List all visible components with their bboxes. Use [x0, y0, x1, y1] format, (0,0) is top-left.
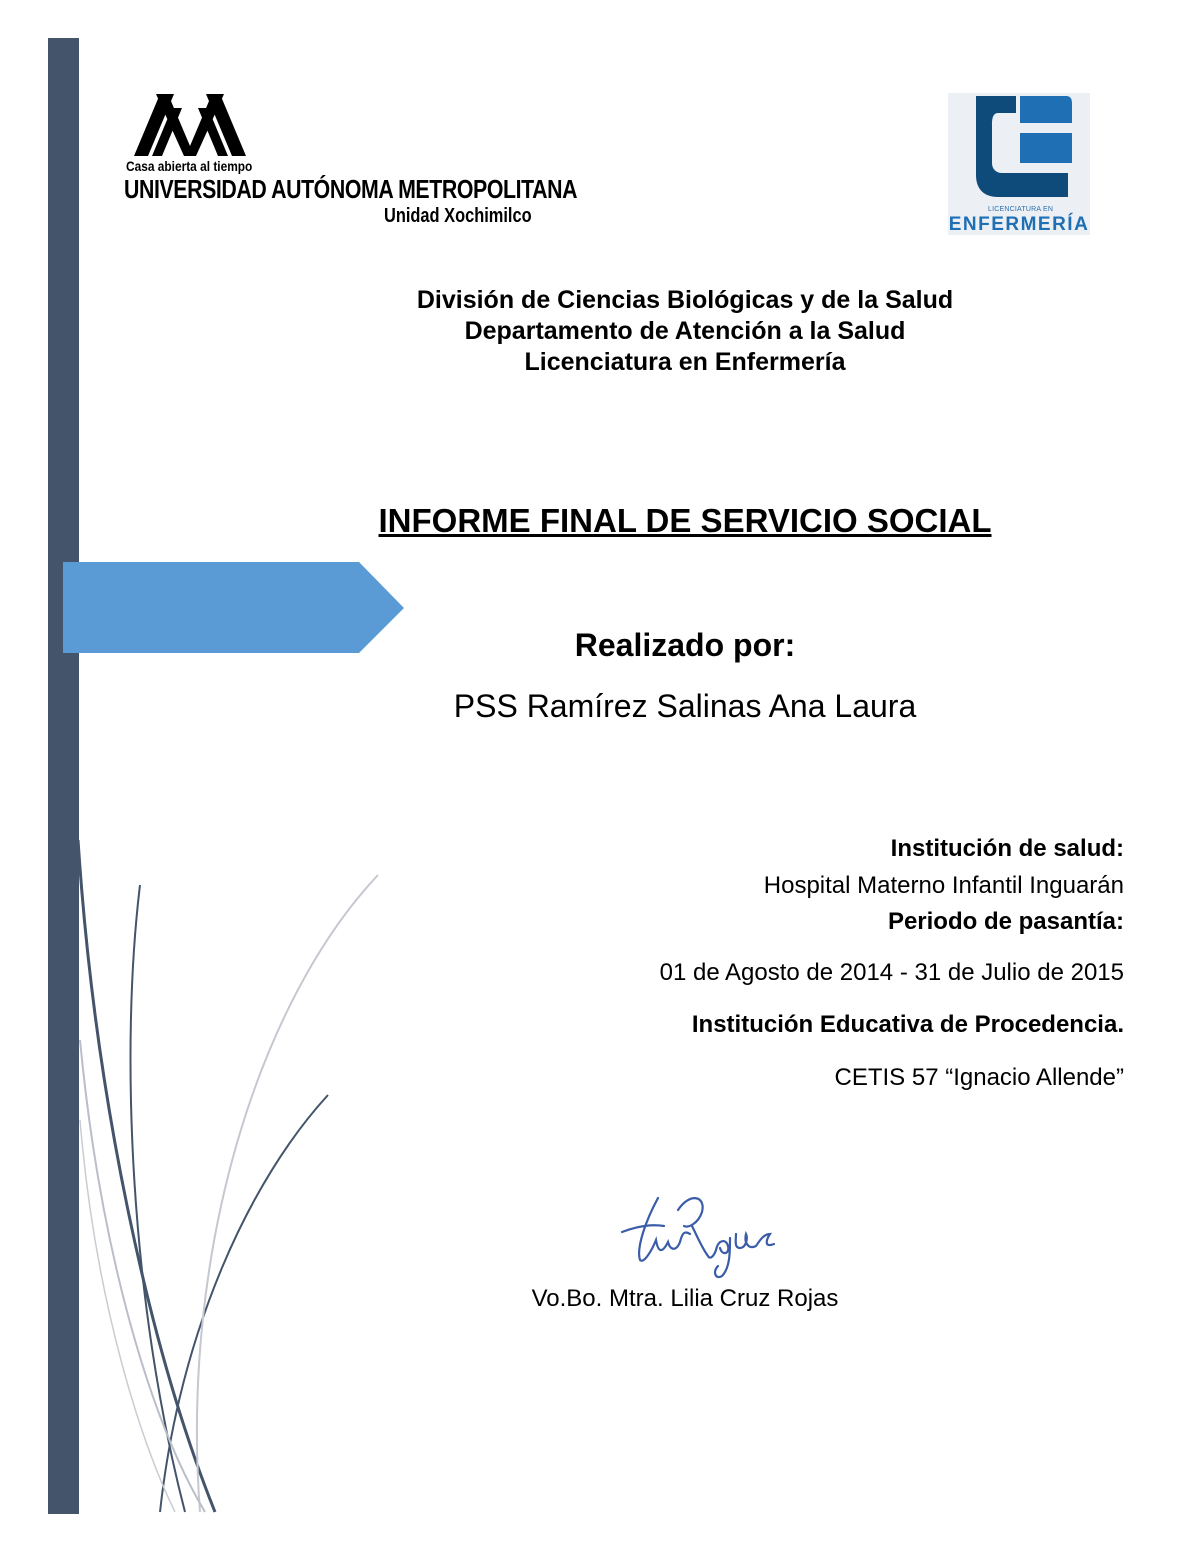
origin-institution-label: Institución Educativa de Procedencia.	[691, 1011, 1124, 1038]
health-institution-label: Institución de salud:	[890, 835, 1124, 862]
uam-logo	[118, 92, 578, 232]
program-line: Licenciatura en Enfermería	[524, 348, 846, 376]
period-label: Periodo de pasantía:	[887, 908, 1124, 935]
author-name: PSS Ramírez Salinas Ana Laura	[453, 688, 917, 724]
institution-heading	[300, 285, 1070, 378]
enfermeria-big-text: ENFERMERÍA	[948, 214, 1090, 235]
enfermeria-logo	[948, 93, 1090, 235]
uam-emblem-icon	[134, 94, 246, 156]
health-institution-value: Hospital Materno Infantil Inguarán	[763, 872, 1124, 899]
department-line: Departamento de Atención a la Salud	[464, 317, 906, 345]
uam-name: UNIVERSIDAD AUTÓNOMA METROPOLITANA	[124, 174, 578, 204]
enfermeria-emblem-icon	[948, 93, 1090, 205]
period-value: 01 de Agosto de 2014 - 31 de Julio de 2015	[659, 959, 1124, 986]
decorative-swoosh	[0, 0, 400, 1553]
approval-line: Vo.Bo. Mtra. Lilia Cruz Rojas	[531, 1285, 839, 1312]
origin-institution-value: CETIS 57 “Ignacio Allende”	[834, 1064, 1124, 1091]
made-by-label: Realizado por:	[574, 627, 796, 663]
report-title: INFORME FINAL DE SERVICIO SOCIAL	[378, 502, 992, 539]
uam-tagline: Casa abierta al tiempo	[126, 158, 253, 174]
handwritten-signature	[618, 1190, 778, 1280]
enfermeria-small-text: LICENCIATURA EN	[988, 206, 1054, 213]
division-line: División de Ciencias Biológicas y de la Salud	[416, 286, 954, 314]
uam-unit: Unidad Xochimilco	[384, 205, 532, 227]
